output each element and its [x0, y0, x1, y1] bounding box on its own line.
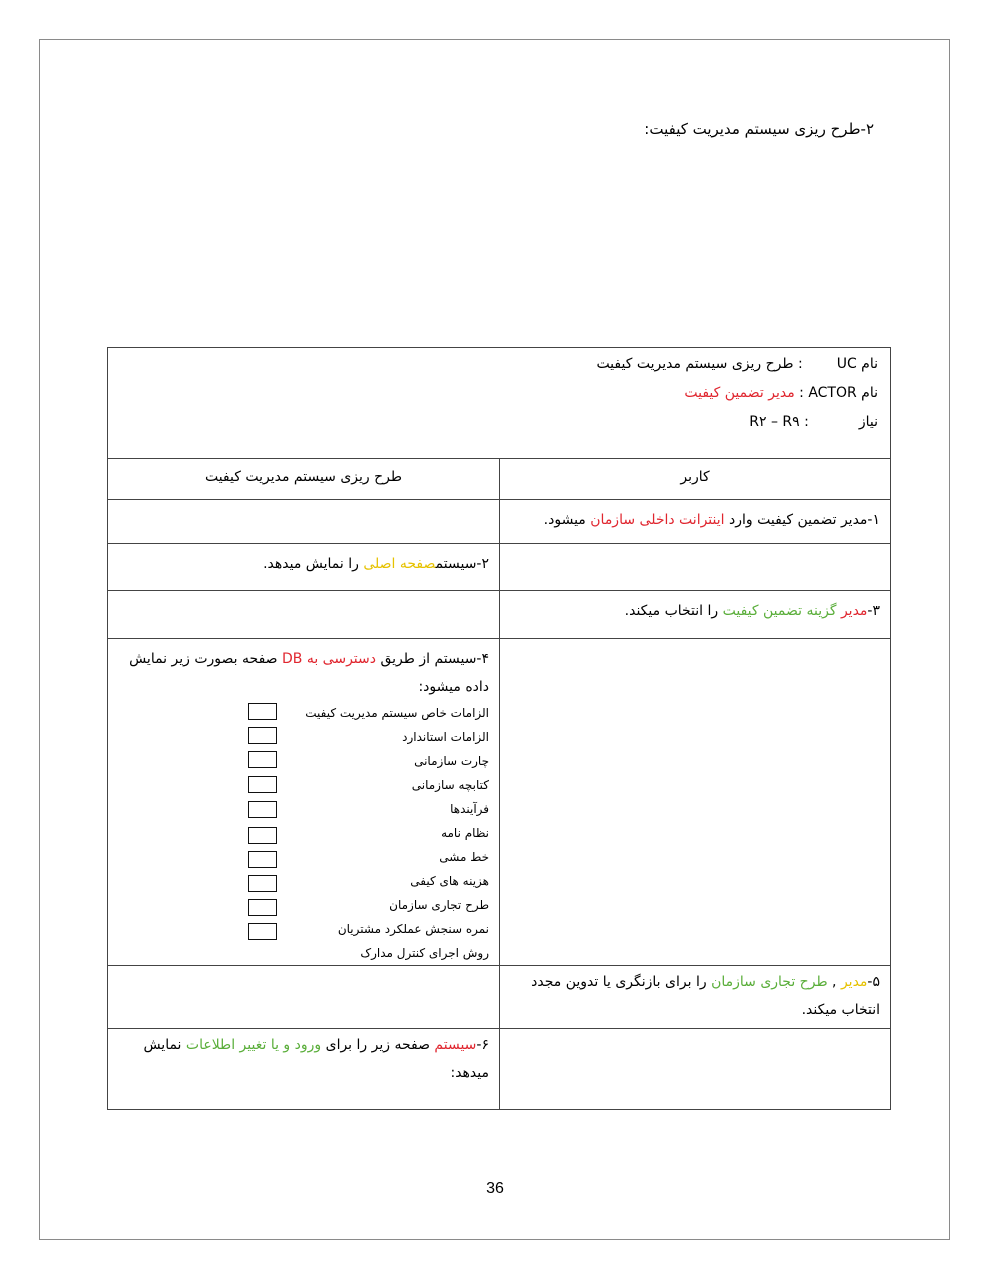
column-header-system: طرح ریزی سیستم مدیریت کیفیت — [108, 459, 500, 500]
checkbox[interactable] — [248, 923, 277, 940]
option-item[interactable]: نظام نامه — [108, 821, 489, 845]
checkbox[interactable] — [248, 727, 277, 744]
user-cell-4 — [500, 639, 891, 966]
use-case-meta-cell — [108, 348, 891, 459]
step-row-3 — [108, 591, 891, 639]
checkbox[interactable] — [248, 801, 277, 818]
option-item: روش اجرای کنترل مدارک — [360, 946, 490, 960]
option-item[interactable]: چارت سازمانی — [108, 749, 489, 773]
user-cell-3 — [500, 591, 891, 639]
step-row-4 — [108, 639, 891, 966]
step-row-1 — [108, 500, 891, 544]
option-item[interactable]: کتابچه سازمانی — [108, 773, 489, 797]
checkbox[interactable] — [248, 751, 277, 768]
system-cell-1 — [108, 500, 500, 544]
use-case-meta-row — [108, 348, 891, 459]
uc-name-label: نام UC — [836, 356, 879, 372]
requirement-value: : R۲ – R۹ — [749, 414, 809, 430]
requirement-line — [118, 408, 878, 437]
actor-label: نام ACTOR : — [799, 385, 879, 401]
checkbox[interactable] — [248, 851, 277, 868]
system-cell-6 — [108, 1029, 500, 1110]
actor-line — [118, 379, 878, 408]
uc-name-line — [118, 350, 878, 379]
step-3-text: ۳-مدیر گزینه تضمین کیفیت را انتخاب میکند. — [624, 603, 881, 619]
checkbox[interactable] — [248, 776, 277, 793]
step-row-2 — [108, 544, 891, 591]
step-row-5 — [108, 966, 891, 1029]
option-item[interactable]: خط مشی — [108, 845, 489, 869]
requirement-label: نیاز — [858, 414, 879, 430]
checkbox[interactable] — [248, 899, 277, 916]
step-1-text: ۱-مدیر تضمین کیفیت وارد اینترانت داخلی سازمان میشود. — [543, 512, 881, 528]
system-cell-3 — [108, 591, 500, 639]
option-item[interactable]: فرآیندها — [108, 797, 489, 821]
checkbox[interactable] — [248, 875, 277, 892]
option-item[interactable]: الزامات استاندارد — [108, 725, 489, 749]
user-cell-1 — [500, 500, 891, 544]
column-header-row — [108, 459, 891, 500]
option-item[interactable]: هزینه های کیفی — [108, 869, 489, 893]
step-row-6 — [108, 1029, 891, 1110]
use-case-table — [107, 347, 891, 1110]
step-2-text: ۲-سیستمصفحه اصلی را نمایش میدهد. — [263, 556, 490, 572]
step-5-text: ۵-مدیر , طرح تجاری سازمان را برای بازنگری یا تدوین مجدد انتخاب میکند. — [531, 974, 881, 1018]
user-cell-6 — [500, 1029, 891, 1110]
user-cell-5 — [500, 966, 891, 1029]
options-list — [108, 701, 499, 965]
page-number: 36 — [486, 1180, 504, 1197]
checkbox[interactable] — [248, 827, 277, 844]
option-item[interactable]: طرح تجاری سازمان — [108, 893, 489, 917]
step-6-text: ۶-سیستم صفحه زیر را برای ورود و یا تغییر اطلاعات نمایش میدهد: — [143, 1037, 490, 1081]
actor-value: مدیر تضمین کیفیت — [684, 385, 795, 401]
option-item[interactable]: نمره سنجش عملکرد مشتریان — [108, 917, 489, 941]
column-header-user: کاربر — [500, 459, 891, 500]
system-cell-5 — [108, 966, 500, 1029]
system-cell-4 — [108, 639, 500, 966]
user-cell-2 — [500, 544, 891, 591]
system-cell-2 — [108, 544, 500, 591]
step-4-text: ۴-سیستم از طریق دسترسی به DB صفحه بصورت زیر نمایش داده میشود: — [129, 651, 490, 695]
section-heading: ۲-طرح ریزی سیستم مدیریت کیفیت: — [644, 120, 874, 138]
checkbox[interactable] — [248, 703, 277, 720]
uc-name-value: : طرح ریزی سیستم مدیریت کیفیت — [596, 356, 803, 372]
option-item[interactable]: الزامات خاص سیستم مدیریت کیفیت — [108, 701, 489, 725]
